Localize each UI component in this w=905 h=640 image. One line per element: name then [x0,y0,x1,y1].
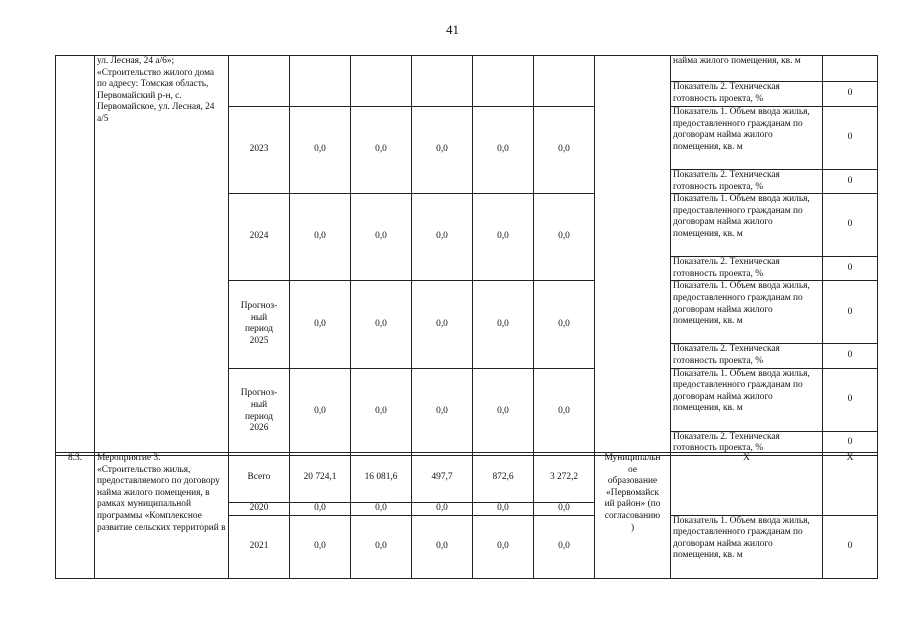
indicator-value: 0 [823,431,878,455]
value-cell: 0,0 [473,368,534,455]
period-cell: 2024 [229,194,290,281]
executor-cell: Муниципальн ое образование «Первомайск ий район» (по согласованию ) [595,453,671,579]
indicator-value: 0 [823,281,878,344]
value-cell: 0,0 [534,194,595,281]
value-cell: 0,0 [351,515,412,578]
indicator-text: Показатель 1. Объем ввода жилья, предоставленного гражданам по договорам найма жилого помещения, кв. м [671,107,823,170]
value-cell: 0,0 [473,515,534,578]
indicator-value: X [823,453,878,516]
indicator-text: X [671,453,823,516]
indicator-text: Показатель 1. Объем ввода жилья, предоставленного гражданам по договорам найма жилого помещения, кв. м [671,194,823,257]
value-cell: 0,0 [290,515,351,578]
value-cell: 0,0 [473,503,534,516]
period-cell: Прогноз- ный период 2025 [229,281,290,368]
value-cell: 0,0 [534,368,595,455]
page-number: 41 [446,22,459,37]
value-cell: 0,0 [351,281,412,368]
indicator-text: найма жилого помещения, кв. м [671,56,823,82]
item-number: 8.3. [56,453,95,579]
indicator-value [823,56,878,82]
item-description: ул. Лесная, 24 а/6»; «Строительство жилого дома по адресу: Томская область, Первомайский р-н, с. Первомайское, ул. Лесная, 24 а/5 [95,56,229,456]
value-cell: 0,0 [290,503,351,516]
value-cell: 0,0 [534,515,595,578]
value-cell: 0,0 [534,107,595,194]
value-cell: 0,0 [412,281,473,368]
indicator-value: 0 [823,107,878,170]
value-cell: 0,0 [351,503,412,516]
indicator-value: 0 [823,194,878,257]
value-cell: 16 081,6 [351,453,412,503]
indicator-text: Показатель 1. Объем ввода жилья, предоставленного гражданам по договорам найма жилого помещения, кв. м [671,281,823,344]
value-cell: 0,0 [534,503,595,516]
period-cell: Прогноз- ный период 2026 [229,368,290,455]
period-cell [229,56,290,107]
value-cell: 0,0 [412,368,473,455]
value-cell: 0,0 [412,515,473,578]
indicator-text: Показатель 2. Техническая готовность проекта, % [671,344,823,368]
indicator-text: Показатель 2. Техническая готовность проекта, % [671,257,823,281]
value-cell: 0,0 [473,194,534,281]
value-cell: 0,0 [351,368,412,455]
item-description: Мероприятие 3. «Строительство жилья, предоставляемого по договору найма жилого помещения, в рамках муниципальной программы «Комплексное развитие сельских территорий в [95,453,229,579]
indicator-value: 0 [823,368,878,431]
value-cell: 20 724,1 [290,453,351,503]
value-cell: 0,0 [473,281,534,368]
period-cell: 2021 [229,515,290,578]
value-cell: 497,7 [412,453,473,503]
indicator-text: Показатель 2. Техническая готовность проекта, % [671,431,823,455]
indicator-value: 0 [823,344,878,368]
period-cell: 2020 [229,503,290,516]
value-cell: 3 272,2 [534,453,595,503]
value-cell: 0,0 [473,107,534,194]
period-cell: Всего [229,453,290,503]
table-row [56,453,878,503]
period-cell: 2023 [229,107,290,194]
indicator-text: Показатель 2. Техническая готовность проекта, % [671,170,823,194]
value-cell: 0,0 [290,194,351,281]
item-number-cell [56,56,95,456]
indicator-value: 0 [823,515,878,578]
value-cell: 0,0 [290,368,351,455]
indicator-value: 0 [823,257,878,281]
value-cell: 0,0 [412,107,473,194]
value-cell: 0,0 [534,281,595,368]
value-cell: 0,0 [351,107,412,194]
indicator-text: Показатель 1. Объем ввода жилья, предоставленного гражданам по договорам найма жилого помещения, кв. м [671,515,823,578]
value-cell: 0,0 [412,503,473,516]
value-cell: 0,0 [290,281,351,368]
item-8-3-table [55,452,878,579]
indicator-text: Показатель 1. Объем ввода жилья, предоставленного гражданам по договорам найма жилого помещения, кв. м [671,368,823,431]
value-cell: 0,0 [351,194,412,281]
indicator-text: Показатель 2. Техническая готовность проекта, % [671,82,823,107]
value-cell: 872,6 [473,453,534,503]
table-row [56,56,878,82]
value-cell: 0,0 [412,194,473,281]
indicator-value: 0 [823,82,878,107]
executor-cell [595,56,671,456]
program-table [55,55,878,456]
indicator-value: 0 [823,170,878,194]
value-cell: 0,0 [290,107,351,194]
